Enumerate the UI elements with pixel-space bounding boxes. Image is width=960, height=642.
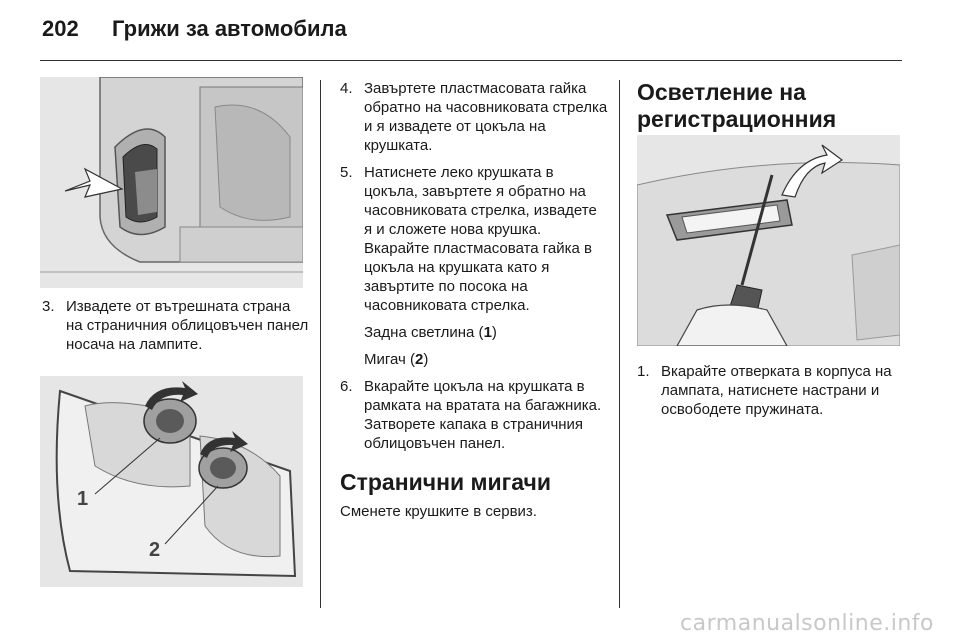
figure-trunk-side-panel [40,77,303,288]
page-number: 202 [42,16,79,41]
lamp-carrier-illustration [40,376,303,587]
step-1-number: 1. [637,363,650,380]
step-6-number: 6. [340,378,353,395]
figure-lamp-carrier [40,376,303,587]
page-title: Грижи за автомобила [112,16,347,41]
column-2-text [340,79,608,521]
license-lamp-illustration [637,135,900,346]
column-divider-1 [320,80,321,608]
step-3 [42,297,310,354]
trunk-illustration [40,77,303,288]
callout-2: 2 [149,539,161,561]
step-3-text: Извадете от вътрешната страна на страничния облицовъчен панел носача на лампите. [66,298,309,353]
step-1-text: Вкарайте отверката в корпуса на лампата, натиснете настрани и освободете пружината. [661,363,892,418]
watermark: carmanualsonline.info [680,611,934,636]
step-4 [340,79,608,155]
section-title-side-indicators: Странични мигачи [340,469,551,495]
section-title-license-plate: Осветление на регистрационния [637,79,837,132]
column-1-text [42,297,310,362]
step-6-text: Вкарайте цокъла на крушката в рамката на вратата на багажника. Затворете капака в страничния облицовъчен панел. [364,378,602,452]
column-divider-2 [619,80,620,608]
step-6 [340,377,608,453]
step-1 [637,362,902,419]
step-3-number: 3. [42,298,55,315]
sub-item-turn-signal: Мигач (2) [364,351,429,368]
section-text-side-indicators: Сменете крушките в сервиз. [340,503,537,520]
page-header [0,0,960,62]
step-5-number: 5. [340,164,353,181]
column-3-text [637,362,902,427]
callout-1: 1 [77,488,89,510]
step-4-text: Завъртете пластмасовата гайка обратно на часовниковата стрелка и я извадете от цокъла на крушката. [364,80,608,154]
figure-license-plate-lamp [637,135,900,346]
sub-item-tail-light: Задна светлина (1) [364,324,497,341]
step-5 [340,163,608,315]
step-4-number: 4. [340,80,353,97]
header-rule [40,60,902,61]
step-5-text: Натиснете леко крушката в цокъла, завъртете я обратно на часовниковата стрелка, извадете я и сложете нова крушка. Вкарайте пластмасовата гайка в цокъла на крушката като я завъртите по посока на часовниковата стрелка. [364,164,597,314]
